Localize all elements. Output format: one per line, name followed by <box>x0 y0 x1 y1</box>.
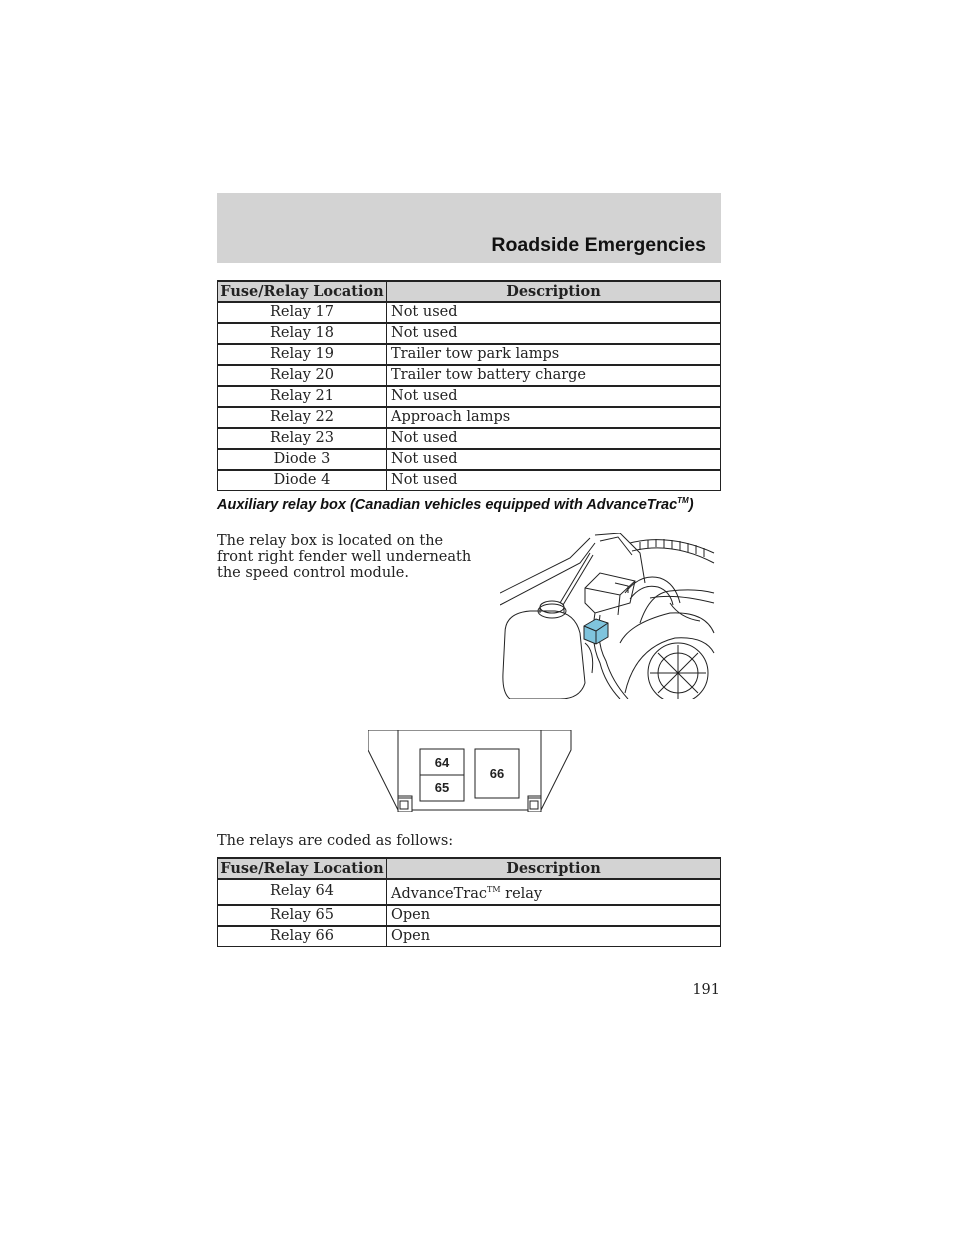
cell-location: Relay 66 <box>218 926 387 947</box>
table-row <box>218 344 721 365</box>
trademark-mark: TM <box>487 885 501 894</box>
column-header-location: Fuse/Relay Location <box>218 281 387 302</box>
relay-label-65: 65 <box>434 780 450 795</box>
cell-location: Relay 19 <box>218 344 387 365</box>
section-heading-end: ) <box>688 496 694 513</box>
cell-description: Not used <box>387 323 721 344</box>
cell-description: Approach lamps <box>387 407 721 428</box>
cell-description: Not used <box>387 470 721 491</box>
relay-label-64: 64 <box>434 755 450 770</box>
table-row <box>218 905 721 926</box>
table-row <box>218 879 721 905</box>
page-title: Roadside Emergencies <box>491 234 706 256</box>
cell-description: Open <box>387 905 721 926</box>
table-row <box>218 386 721 407</box>
cell-location: Relay 65 <box>218 905 387 926</box>
table-row <box>218 926 721 947</box>
page-number: 191 <box>692 982 720 998</box>
relay-box-diagram <box>368 730 572 812</box>
engine-compartment-illustration <box>500 533 716 699</box>
column-header-description: Description <box>387 281 721 302</box>
relay-label-66: 66 <box>489 766 505 781</box>
table-row <box>218 323 721 344</box>
table-row <box>218 365 721 386</box>
relay-box-highlight <box>584 619 608 644</box>
fuse-relay-table <box>217 280 721 491</box>
relay-code-table <box>217 857 721 947</box>
cell-location: Relay 18 <box>218 323 387 344</box>
cell-description: Not used <box>387 302 721 323</box>
section-heading <box>217 493 697 513</box>
header-band <box>217 193 721 263</box>
cell-description: Not used <box>387 428 721 449</box>
cell-location: Relay 64 <box>218 879 387 905</box>
cell-location: Relay 23 <box>218 428 387 449</box>
cell-description: Trailer tow battery charge <box>387 365 721 386</box>
table-row <box>218 302 721 323</box>
table-row <box>218 470 721 491</box>
cell-location: Relay 20 <box>218 365 387 386</box>
cell-location: Relay 21 <box>218 386 387 407</box>
cell-description <box>387 879 721 905</box>
relays-coded-text: The relays are coded as follows: <box>217 833 454 849</box>
cell-description-text: AdvanceTrac <box>391 885 487 902</box>
cell-location: Diode 3 <box>218 449 387 470</box>
column-header-location: Fuse/Relay Location <box>218 858 387 879</box>
cell-description: Open <box>387 926 721 947</box>
intro-paragraph: The relay box is located on the front right fender well underneath the speed control module. <box>217 533 472 581</box>
table-row <box>218 428 721 449</box>
table-header-row <box>218 858 721 879</box>
table-row <box>218 407 721 428</box>
cell-description: Not used <box>387 386 721 407</box>
trademark-mark: TM <box>677 496 689 505</box>
cell-location: Diode 4 <box>218 470 387 491</box>
section-heading-text: Auxiliary relay box (Canadian vehicles equipped with AdvanceTrac <box>217 496 678 513</box>
cell-location: Relay 17 <box>218 302 387 323</box>
cell-location: Relay 22 <box>218 407 387 428</box>
table-row <box>218 449 721 470</box>
cell-description-suffix: relay <box>500 885 543 902</box>
table-header-row <box>218 281 721 302</box>
cell-description: Not used <box>387 449 721 470</box>
column-header-description: Description <box>387 858 721 879</box>
cell-description: Trailer tow park lamps <box>387 344 721 365</box>
